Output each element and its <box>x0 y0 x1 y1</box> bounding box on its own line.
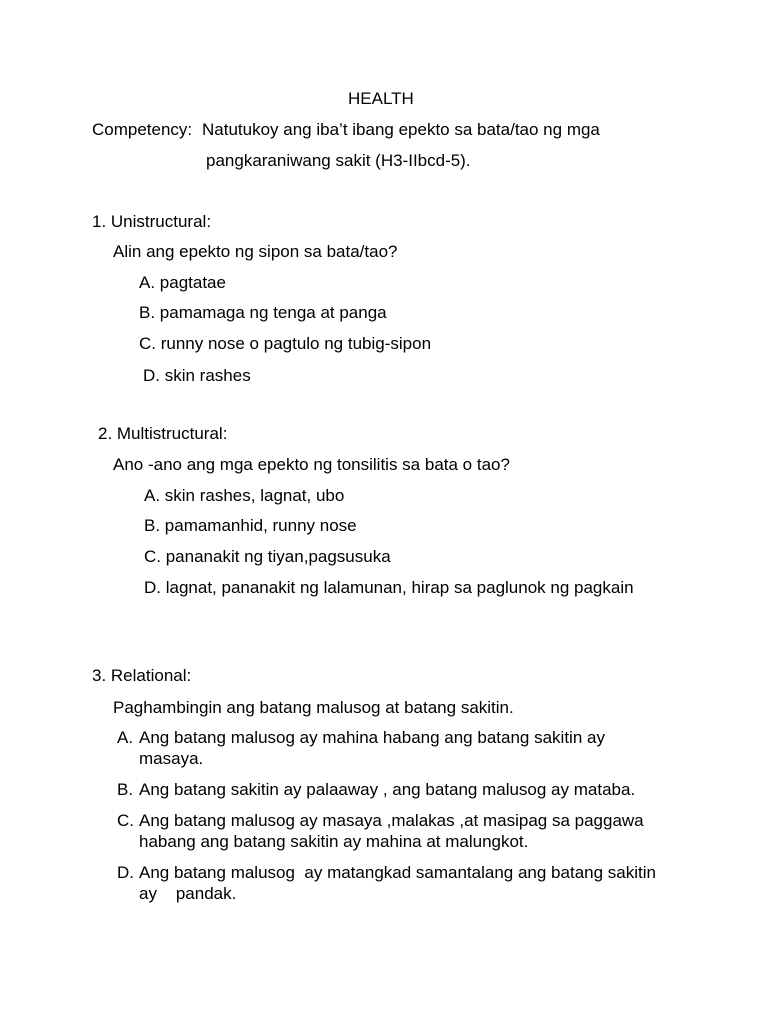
question-3-heading: 3. Relational: <box>92 666 192 685</box>
competency-text-line1: Natutukoy ang iba’t ibang epekto sa bata/tao ng mga <box>202 120 600 139</box>
question-2-option-b: B. pamamanhid, runny nose <box>144 516 357 535</box>
question-3-option-a <box>117 727 657 769</box>
question-2-prompt: Ano -ano ang mga epekto ng tonsilitis sa bata o tao? <box>113 455 510 474</box>
option-letter: B. <box>117 780 134 799</box>
question-2-option-c: C. pananakit ng tiyan,pagsusuka <box>144 547 391 566</box>
option-text: Ang batang malusog ay masaya ,malakas ,at masipag sa paggawa habang ang batang sakitin ay mahina at malungkot. <box>139 811 644 851</box>
question-1-option-b: B. pamamaga ng tenga at panga <box>139 303 387 322</box>
option-text: Ang batang malusog ay mahina habang ang batang sakitin ay masaya. <box>139 728 605 768</box>
question-2-option-a: A. skin rashes, lagnat, ubo <box>144 486 345 505</box>
question-1-heading: 1. Unistructural: <box>92 212 212 231</box>
question-3-option-b <box>117 779 697 800</box>
option-text: Ang batang malusog ay matangkad samantalang ang batang sakitin ay pandak. <box>139 863 661 903</box>
question-3-option-c <box>117 810 657 852</box>
option-letter: C. <box>117 811 134 830</box>
question-1-prompt: Alin ang epekto ng sipon sa bata/tao? <box>113 242 398 261</box>
competency-label: Competency: <box>92 120 193 139</box>
option-letter: A. <box>117 728 134 747</box>
question-2-option-d: D. lagnat, pananakit ng lalamunan, hirap sa paglunok ng pagkain <box>144 578 634 597</box>
option-text: Ang batang sakitin ay palaaway , ang batang malusog ay mataba. <box>139 780 636 799</box>
question-1-option-d: D. skin rashes <box>143 366 251 385</box>
question-3-prompt: Paghambingin ang batang malusog at batang sakitin. <box>113 698 514 717</box>
question-3-option-d <box>117 862 661 904</box>
question-1-option-a: A. pagtatae <box>139 273 226 292</box>
question-2-heading: 2. Multistructural: <box>98 424 228 443</box>
option-letter: D. <box>117 863 134 882</box>
question-1-option-c: C. runny nose o pagtulo ng tubig-sipon <box>139 334 432 353</box>
competency-text-line2: pangkaraniwang sakit (H3-IIbcd-5). <box>206 151 471 170</box>
document-title: HEALTH <box>348 89 414 108</box>
